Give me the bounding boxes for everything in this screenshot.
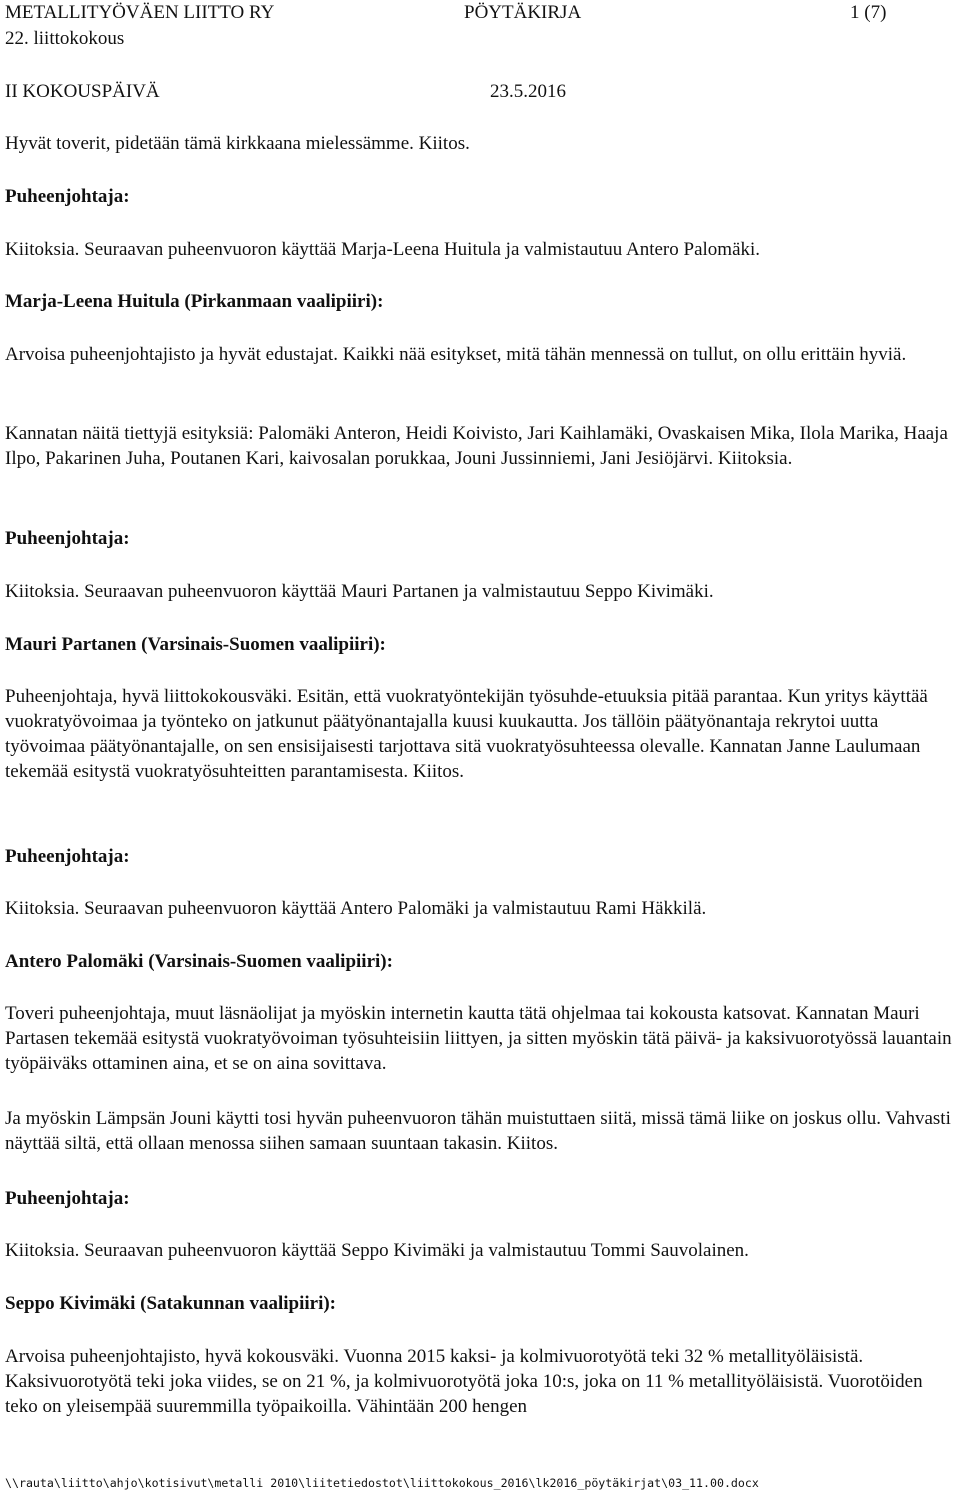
paragraph: Ja myöskin Lämpsän Jouni käytti tosi hyvän puheenvuoron tähän muistuttaen siitä, missä tämä liike on joskus ollu. Vahvasti näyttää siltä, että ollaan menossa siihen samaan suuntaan takasin. Kiitos.: [5, 1108, 951, 1154]
speaker-heading: Marja-Leena Huitula (Pirkanmaan vaalipiiri):: [5, 291, 384, 312]
paragraph: Kiitoksia. Seuraavan puheenvuoron käyttää Seppo Kivimäki ja valmistautuu Tommi Sauvolainen.: [5, 1240, 749, 1261]
paragraph: Puheenjohtaja, hyvä liittokokousväki. Esitän, että vuokratyöntekijän työsuhde-etuuksia pitää parantaa. Kun yritys käyttää vuokratyövoimaa ja työnteko on jatkunut päätyönantajalla kuusi kuukautta. Jos tällöin päätyönantaja rekrytoi uutta työvoimaa päätyönantajalle, on sen ensisijaisesti tarjottava sitä vuokratyösuhteessa olevalle. Kannatan Janne Laulumaan tekemää esitystä vuokratyösuhteitten parantamisesta. Kiitos.: [5, 686, 928, 782]
paragraph: Toveri puheenjohtaja, muut läsnäolijat ja myöskin internetin kautta tätä ohjelmaa tai kokousta katsovat. Kannatan Mauri Partasen tekemää esitystä vuokratyövoiman työsuhteisiin liittyen, ja sitten myöskin tätä päivä- ja kaksivuorotyössä lauantain työpäiväks ottaminen aina, et se on aina sovittava.: [5, 1003, 952, 1074]
paragraph: Hyvät toverit, pidetään tämä kirkkaana mielessämme. Kiitos.: [5, 133, 470, 154]
meeting-date: 23.5.2016: [490, 81, 566, 102]
meeting-name: 22. liittokokous: [5, 28, 125, 49]
speaker-heading: Puheenjohtaja:: [5, 1188, 130, 1209]
document-type: PÖYTÄKIRJA: [464, 2, 582, 23]
meeting-day: II KOKOUSPÄIVÄ: [5, 81, 160, 102]
organization-name: METALLITYÖVÄEN LIITTO RY: [5, 2, 275, 23]
header-row-1: [5, 0, 886, 25]
speaker-heading: Mauri Partanen (Varsinais-Suomen vaalipiiri):: [5, 634, 386, 655]
speaker-heading: Puheenjohtaja:: [5, 528, 130, 549]
speaker-heading: Antero Palomäki (Varsinais-Suomen vaalipiiri):: [5, 951, 393, 972]
speaker-heading: Seppo Kivimäki (Satakunnan vaalipiiri):: [5, 1293, 336, 1314]
paragraph: Arvoisa puheenjohtajisto, hyvä kokousväki. Vuonna 2015 kaksi- ja kolmivuorotyötä teki 32 % metallityöläisistä. Kaksivuorotyötä teki joka viides, se on 21 %, ja kolmivuorotyötä joka 10:s, joka on 11 % metallityöläisistä. Vuorotöiden teko on yleisempää suuremmilla työpaikoilla. Vähintään 200 hengen: [5, 1346, 923, 1417]
paragraph: Kiitoksia. Seuraavan puheenvuoron käyttää Marja-Leena Huitula ja valmistautuu Antero Palomäki.: [5, 239, 761, 260]
speaker-heading: Puheenjohtaja:: [5, 846, 130, 867]
paragraph: Kannatan näitä tiettyjä esityksiä: Palomäki Anteron, Heidi Koivisto, Jari Kaihlamäki, Ovaskaisen Mika, Ilola Marika, Haaja Ilpo, Pakarinen Juha, Poutanen Kari, kaivosalan porukkaa, Jouni Jussinniemi, Jani Jesiöjärvi. Kiitoksia.: [5, 423, 948, 469]
file-path-footer: \\rauta\liitto\ahjo\kotisivut\metalli 2010\liitetiedostot\liittokokous_2016\lk2016_pöytäkirjat\03_11.00.docx: [5, 1476, 759, 1490]
speaker-heading: Puheenjohtaja:: [5, 186, 130, 207]
page-number: 1 (7): [850, 2, 887, 23]
header-row-2: [5, 79, 566, 104]
paragraph: Kiitoksia. Seuraavan puheenvuoron käyttää Antero Palomäki ja valmistautuu Rami Häkkilä.: [5, 898, 707, 919]
paragraph: Kiitoksia. Seuraavan puheenvuoron käyttää Mauri Partanen ja valmistautuu Seppo Kivimäki.: [5, 581, 714, 602]
paragraph: Arvoisa puheenjohtajisto ja hyvät edustajat. Kaikki nää esitykset, mitä tähän mennessä on tullut, on ollu erittäin hyviä.: [5, 344, 907, 365]
